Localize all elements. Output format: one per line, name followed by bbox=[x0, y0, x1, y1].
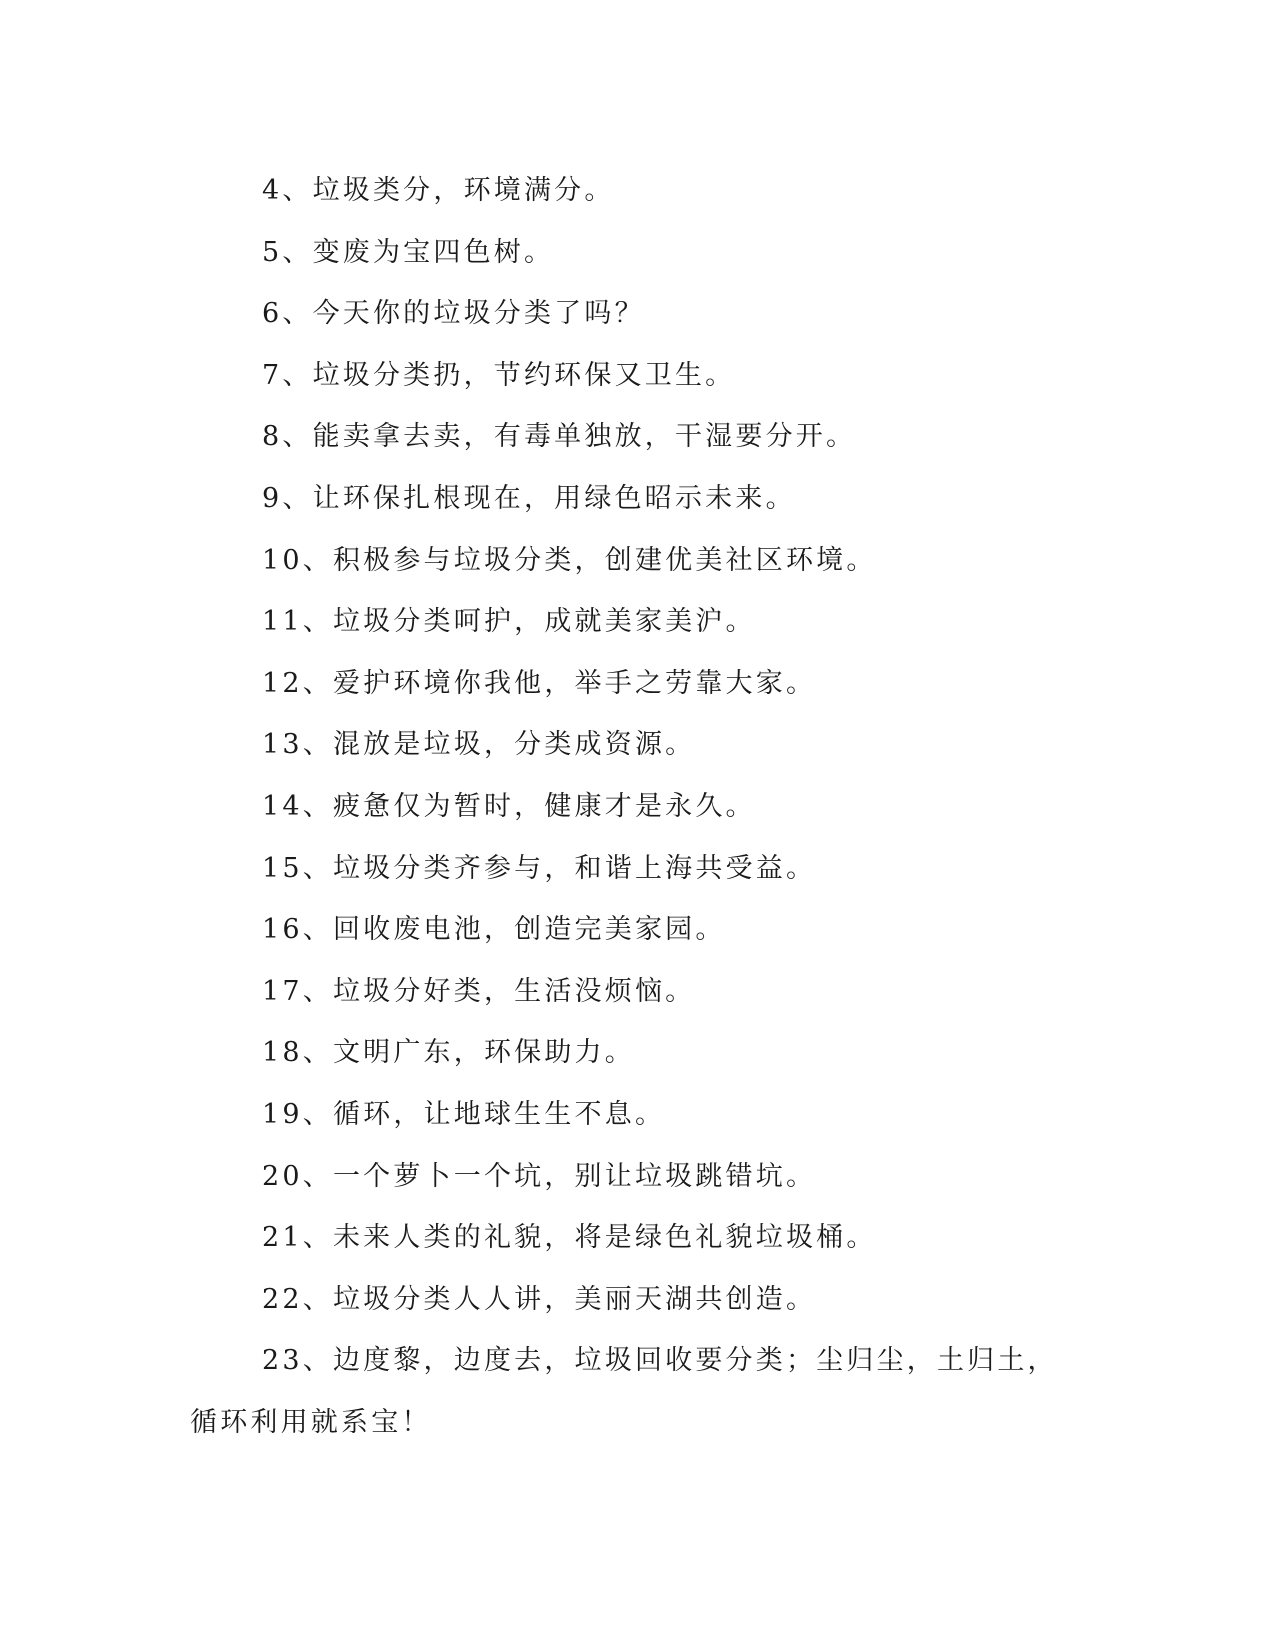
slogan-line: 6、今天你的垃圾分类了吗？ bbox=[262, 298, 645, 330]
slogan-line: 23、边度黎，边度去，垃圾回收要分类；尘归尘，土归土，循环利用就系宝！ bbox=[190, 1345, 1058, 1439]
slogan-line: 20、一个萝卜一个坑，别让垃圾跳错坑。 bbox=[262, 1160, 817, 1192]
slogan-line: 22、垃圾分类人人讲，美丽天湖共创造。 bbox=[262, 1283, 817, 1315]
slogan-line: 17、垃圾分好类，生活没烦恼。 bbox=[262, 975, 696, 1007]
slogan-line: 14、疲惫仅为暂时，健康才是永久。 bbox=[262, 790, 756, 822]
slogan-line: 16、回收废电池，创造完美家园。 bbox=[262, 914, 726, 946]
slogan-list bbox=[190, 160, 1085, 1454]
slogan-line: 12、爱护环境你我他，举手之劳靠大家。 bbox=[262, 667, 817, 699]
slogan-line: 18、文明广东，环保助力。 bbox=[262, 1037, 635, 1069]
slogan-line: 13、混放是垃圾，分类成资源。 bbox=[262, 729, 696, 761]
slogan-line: 8、能卖拿去卖，有毒单独放，干湿要分开。 bbox=[262, 421, 857, 453]
slogan-line: 9、让环保扎根现在，用绿色昭示未来。 bbox=[262, 482, 796, 514]
slogan-line: 5、变废为宝四色树。 bbox=[262, 236, 555, 268]
slogan-line: 19、循环，让地球生生不息。 bbox=[262, 1098, 666, 1130]
slogan-line: 4、垃圾类分，环境满分。 bbox=[262, 175, 615, 206]
slogan-line: 15、垃圾分类齐参与，和谐上海共受益。 bbox=[262, 852, 817, 884]
slogan-line: 21、未来人类的礼貌，将是绿色礼貌垃圾桶。 bbox=[262, 1222, 877, 1254]
slogan-line: 11、垃圾分类呵护，成就美家美沪。 bbox=[262, 606, 756, 638]
slogan-line: 7、垃圾分类扔，节约环保又卫生。 bbox=[262, 359, 736, 391]
slogan-line: 10、积极参与垃圾分类，创建优美社区环境。 bbox=[262, 544, 877, 576]
